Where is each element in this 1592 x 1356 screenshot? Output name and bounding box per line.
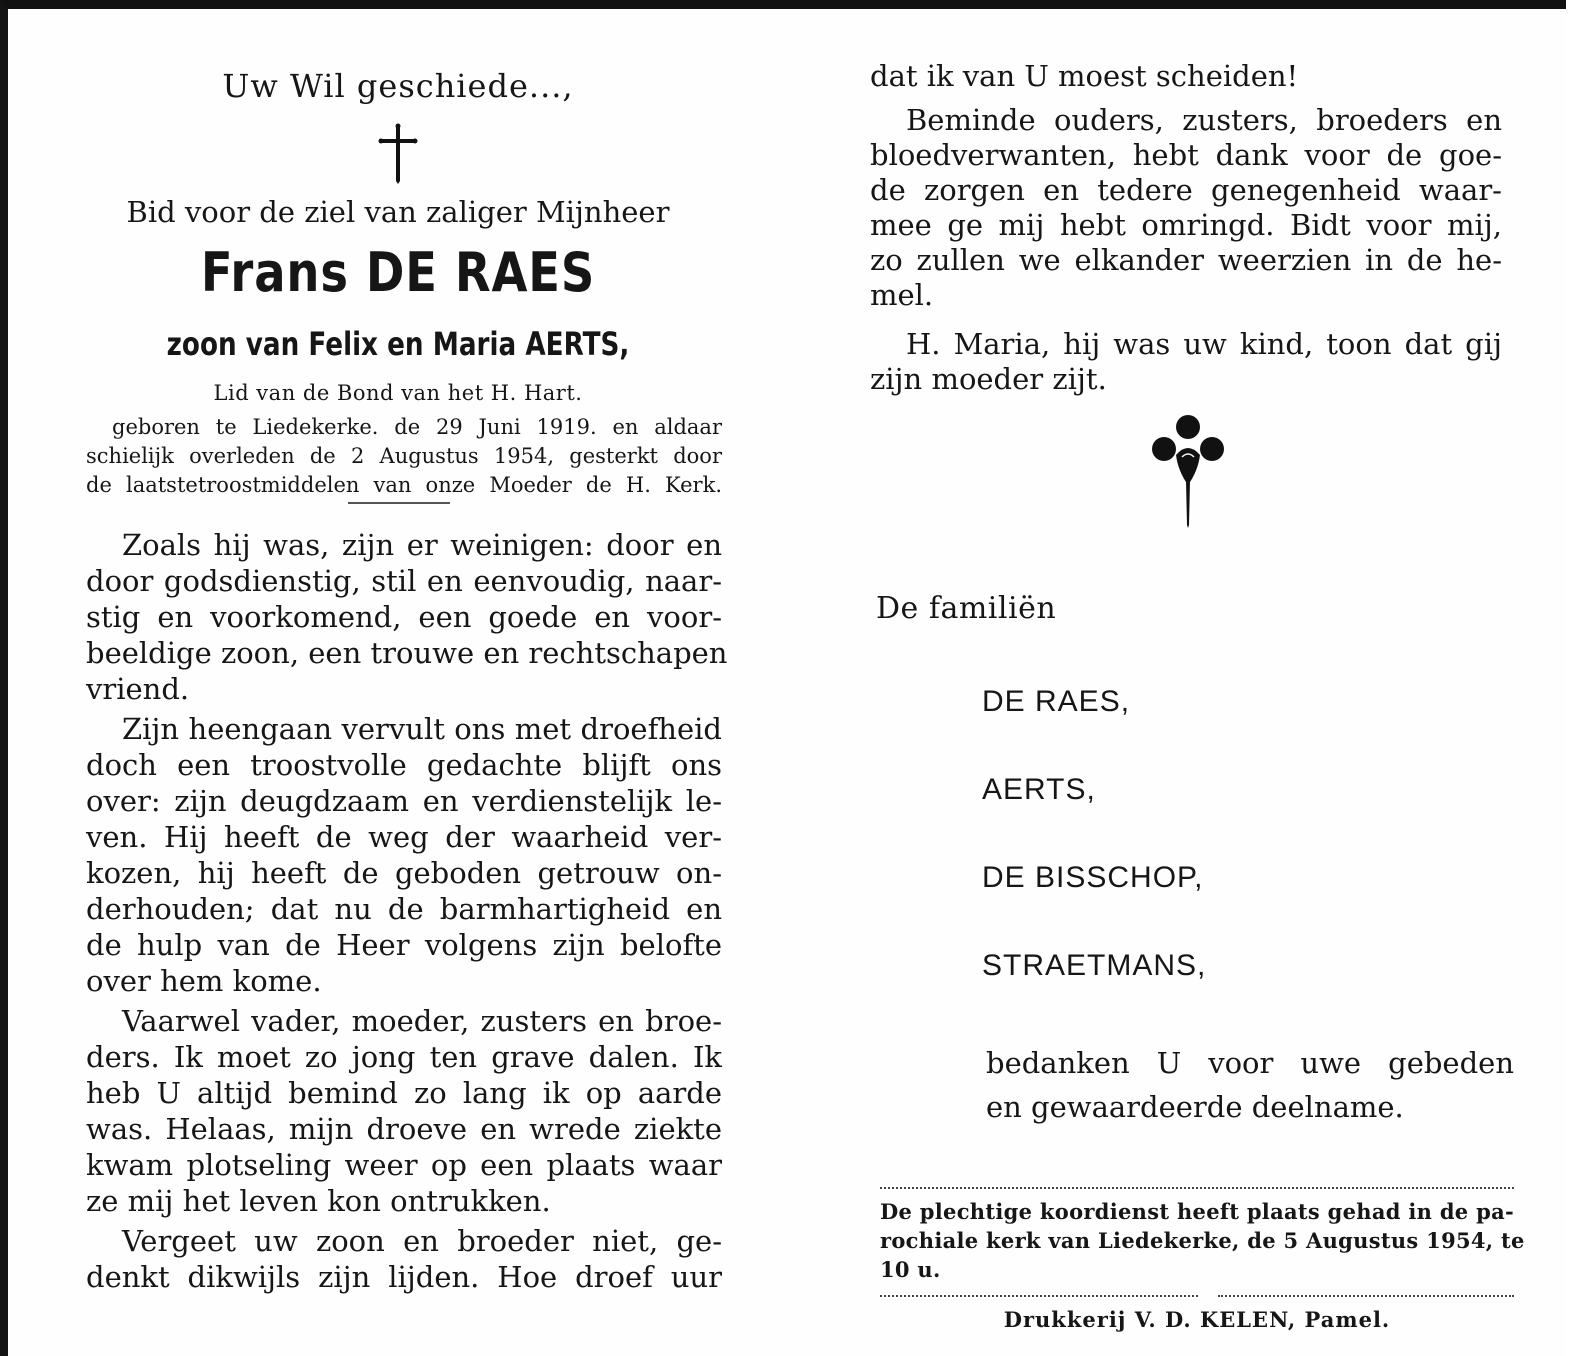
- text-line: Vaarwel vader, moeder, zusters en broe-: [122, 1004, 722, 1038]
- printer-credit: Drukkerij V. D. KELEN, Pamel.: [1003, 1307, 1391, 1332]
- text-line: kozen, hij heeft de geboden getrouw on-: [86, 856, 722, 890]
- text-line: bloedverwanten, hebt dank voor de goe-: [870, 138, 1502, 172]
- text-line: Beminde ouders, zusters, broeders en: [906, 103, 1502, 137]
- text-line: en gewaardeerde deelname.: [986, 1090, 1404, 1124]
- dotted-divider: [880, 1295, 1198, 1297]
- right-page: [870, 9, 1525, 1356]
- text-line: zijn moeder zijt.: [870, 362, 1107, 396]
- text-line: over hem kome.: [86, 964, 322, 998]
- family-name: AERTS,: [982, 773, 1096, 806]
- families-intro: De familiën: [876, 591, 1057, 626]
- text-line: ze mij het leven kon ontrukken.: [86, 1184, 551, 1218]
- text-line: rochiale kerk van Liedekerke, de 5 Augustus 1954, te: [880, 1228, 1525, 1253]
- text-line: ven. Hij heeft de weg der waarheid ver-: [86, 820, 722, 854]
- page-margin: [1566, 0, 1592, 1356]
- membership-line: Lid van de Bond van het H. Hart.: [213, 381, 583, 405]
- text-line: derhouden; dat nu de barmhartigheid en: [86, 892, 722, 926]
- text-line: mel.: [870, 278, 934, 312]
- text-line: denkt dikwijls zijn lijden. Hoe droef uur: [86, 1260, 722, 1294]
- birth-death-details: [86, 413, 722, 500]
- gratitude-paragraph: [870, 103, 1502, 313]
- text-line: de zorgen en tedere genegenheid waar-: [870, 173, 1502, 207]
- text-line: Zijn heengaan vervult ons met droefheid: [122, 712, 722, 746]
- text-line: zo zullen we elkander weerzien in de he-: [870, 243, 1502, 277]
- birth-line: geboren te Liedekerke. de 29 Juni 1919. en aldaar: [112, 415, 722, 439]
- family-name: DE BISSCHOP,: [982, 861, 1204, 894]
- consolation-paragraph: [86, 711, 722, 999]
- text-line: ders. Ik moet zo jong ten grave dalen. Ik: [86, 1040, 722, 1074]
- text-line: dat ik van U moest scheiden!: [870, 59, 1299, 93]
- sacraments-line: de laatstetroostmiddelen van onze Moeder de H. Kerk.: [86, 473, 722, 497]
- text-line: Vergeet uw zoon en broeder niet, ge-: [122, 1224, 722, 1258]
- divider-rule: [348, 502, 450, 504]
- death-line: schielijk overleden de 2 Augustus 1954, gesterkt door: [86, 444, 722, 468]
- farewell-paragraph: [86, 1003, 722, 1219]
- prayer-line: Bid voor de ziel van zaliger Mijnheer: [126, 195, 670, 229]
- text-line: door godsdienstig, stil en eenvoudig, naar-: [86, 564, 722, 598]
- text-line: was. Helaas, mijn droeve en wrede ziekte: [86, 1112, 722, 1146]
- text-line: heb U altijd bemind zo lang ik op aarde: [86, 1076, 722, 1110]
- thanks-text: [986, 1041, 1514, 1129]
- text-line: De plechtige koordienst heeft plaats gehad in de pa-: [880, 1199, 1514, 1224]
- text-line: doch een troostvolle gedachte blijft ons: [86, 748, 722, 782]
- continuation-text: [870, 59, 1502, 94]
- text-line: over: zijn deugdzaam en verdienstelijk le-: [86, 784, 722, 818]
- text-line: de hulp van de Heer volgens zijn belofte: [86, 928, 722, 962]
- text-line: H. Maria, hij was uw kind, toon dat gij: [906, 327, 1502, 361]
- left-page: [86, 9, 730, 1356]
- text-line: stig en voorkomend, een goede en voor-: [86, 600, 722, 634]
- text-line: beeldige zoon, een trouwe en rechtschapen: [86, 636, 728, 670]
- family-name: DE RAES,: [982, 685, 1131, 718]
- remembrance-paragraph: [86, 1223, 722, 1295]
- dotted-divider: [1218, 1295, 1514, 1297]
- deceased-name: Frans DE RAES: [200, 241, 596, 304]
- text-line: kwam plotseling weer op een plaats waar: [86, 1148, 722, 1182]
- text-line: bedanken U voor uwe gebeden: [986, 1046, 1514, 1080]
- text-line: mee ge mij hebt omringd. Bidt voor mij,: [870, 208, 1502, 242]
- tribute-paragraph: [86, 527, 728, 707]
- text-line: Zoals hij was, zijn er weinigen: door en: [122, 528, 722, 562]
- dotted-divider: [880, 1187, 1514, 1189]
- funeral-service-notice: [880, 1197, 1525, 1284]
- text-line: vriend.: [86, 672, 190, 706]
- motto: Uw Wil geschiede...,: [222, 67, 574, 105]
- text-line: 10 u.: [880, 1257, 941, 1282]
- parents-line: zoon van Felix en Maria AERTS,: [166, 325, 630, 363]
- trefoil-cross-icon: [1150, 411, 1226, 529]
- mary-prayer-paragraph: [870, 327, 1502, 397]
- latin-cross-icon: [376, 123, 420, 185]
- family-name: STRAETMANS,: [982, 949, 1207, 982]
